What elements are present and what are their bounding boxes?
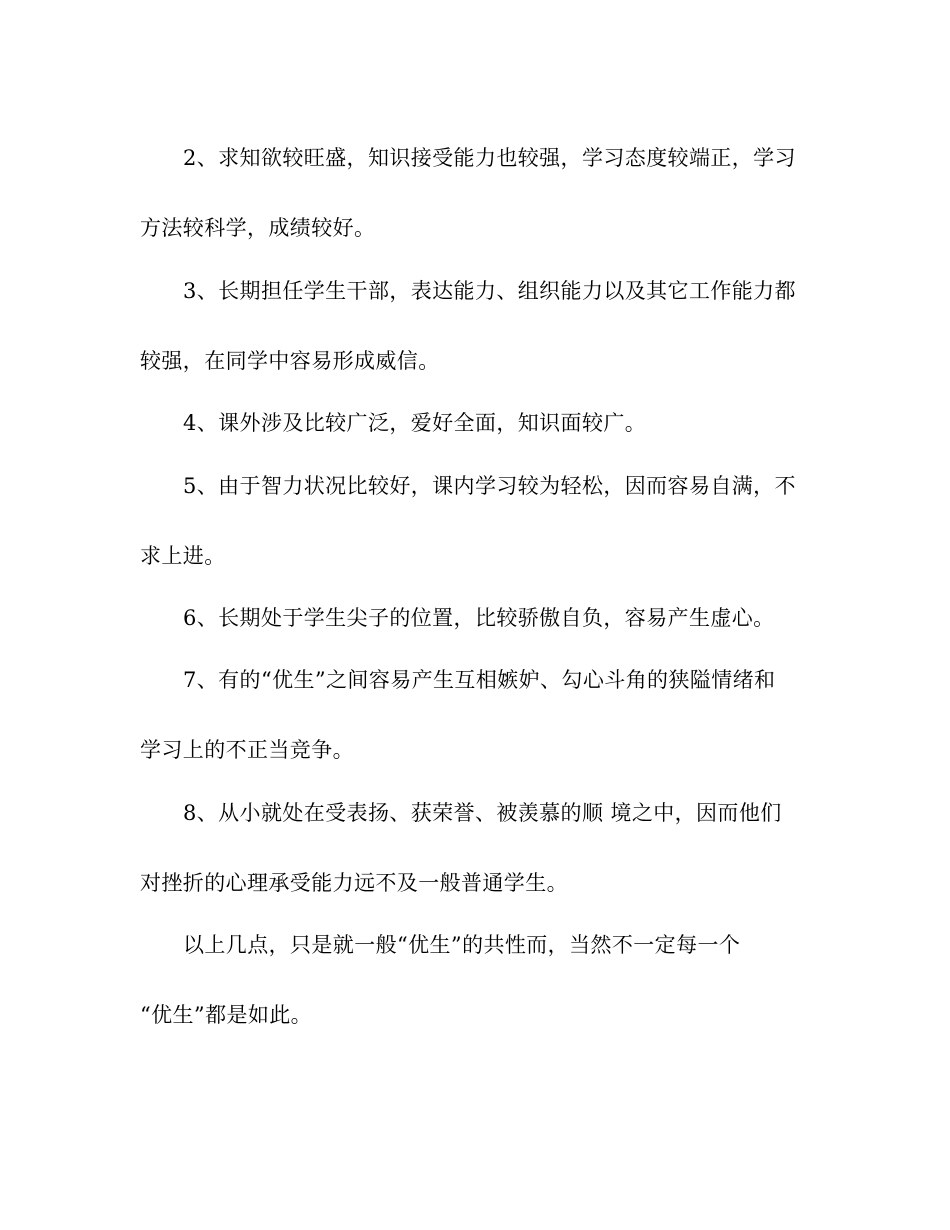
paragraph-8-line-2: 对挫折的心理承受能力远不及一般普通学生。 <box>140 871 568 895</box>
paragraph-3-line-1: 3、长期担任学生干部，表达能力、组织能力以及其它工作能力都 <box>183 279 796 303</box>
paragraph-2-line-1: 2、求知欲较旺盛，知识接受能力也较强，学习态度较端正，学习 <box>183 146 796 170</box>
paragraph-7-line-2: 学习上的不正当竞争。 <box>140 738 354 762</box>
paragraph-2-line-2: 方法较科学，成绩较好。 <box>140 216 376 240</box>
paragraph-7-line-1: 7、有的“优生”之间容易产生互相嫉妒、勾心斗角的狭隘情绪和 <box>183 668 776 692</box>
paragraph-4-line-1: 4、课外涉及比较广泛，爱好全面，知识面较广。 <box>183 411 647 435</box>
paragraph-3-line-2: 较强，在同学中容易形成威信。 <box>140 349 440 373</box>
paragraph-5-line-1: 5、由于智力状况比较好，课内学习较为轻松，因而容易自满，不 <box>183 474 796 498</box>
paragraph-8-line-1: 8、从小就处在受表扬、获荣誉、被羡慕的顺 境之中，因而他们 <box>183 801 782 825</box>
paragraph-6-line-1: 6、长期处于学生尖子的位置，比较骄傲自负，容易产生虚心。 <box>183 606 775 630</box>
summary-line-1: 以上几点，只是就一般“优生”的共性而，当然不一定每一个 <box>183 933 741 957</box>
paragraph-5-line-2: 求上进。 <box>140 544 226 568</box>
summary-line-2: “优生”都是如此。 <box>140 1003 313 1027</box>
